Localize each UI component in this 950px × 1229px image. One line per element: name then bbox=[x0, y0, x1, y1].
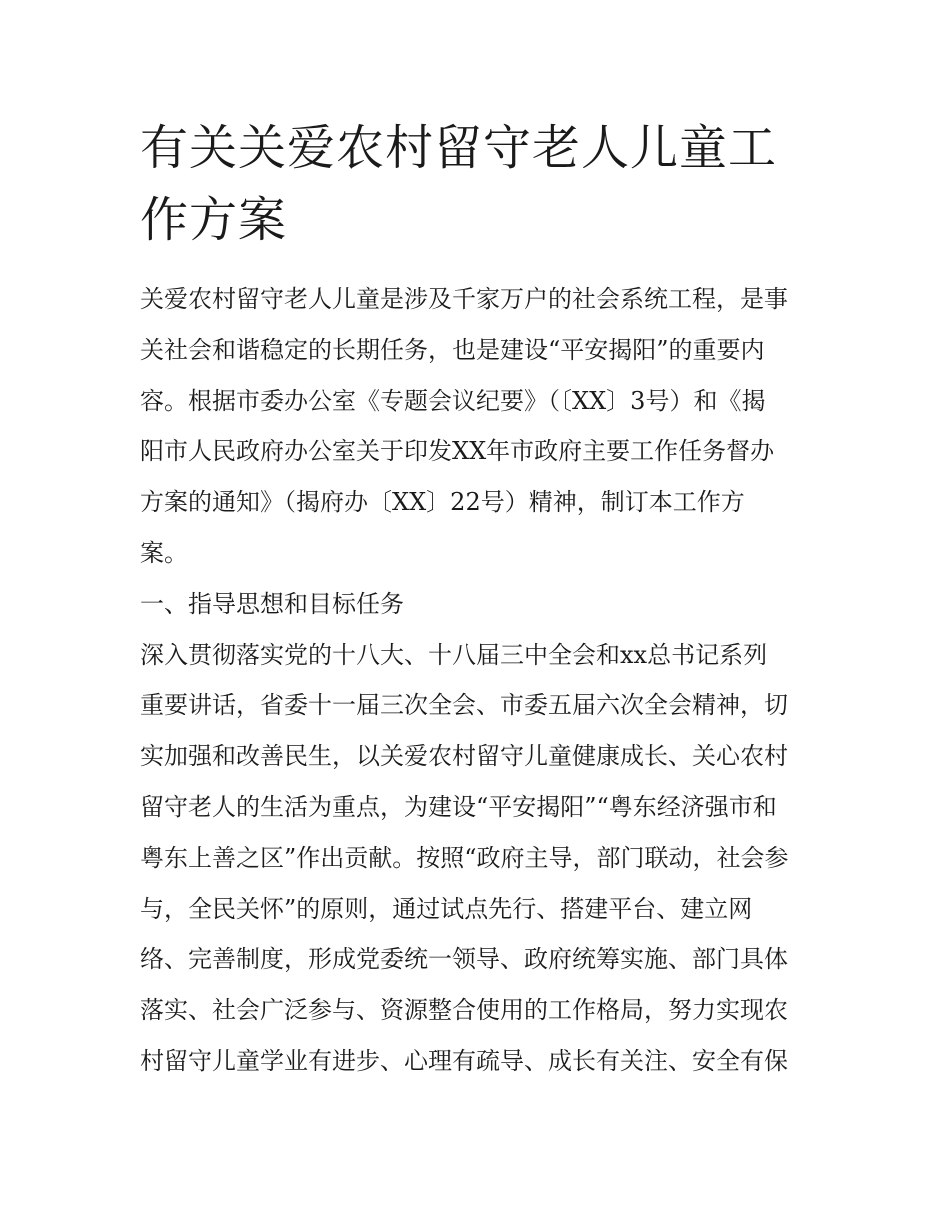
text-line: 深入贯彻落实党的十八大、十八届三中全会和xx总书记系列 bbox=[140, 640, 768, 669]
paragraph-guiding-ideology bbox=[140, 630, 820, 1087]
text-line: 关爱农村留守老人儿童是涉及千家万户的社会系统工程，是事 bbox=[140, 285, 788, 313]
title-line: 作方案 bbox=[140, 192, 288, 248]
title-line: 有关关爱农村留守老人儿童工 bbox=[140, 120, 778, 176]
text-line: 案。 bbox=[140, 538, 188, 567]
text-line: 留守老人的生活为重点，为建设“平安揭阳”“粤东经济强市和 bbox=[140, 792, 777, 821]
text-line: 容。根据市委办公室《专题会议纪要》（〔XX〕3号）和《揭 bbox=[140, 386, 766, 415]
document-body bbox=[140, 274, 820, 1087]
text-line: 落实、社会广泛参与、资源整合使用的工作格局，努力实现农 bbox=[140, 996, 788, 1025]
section-heading: 一、指导思想和目标任务 bbox=[140, 589, 404, 618]
paragraph-intro bbox=[140, 274, 820, 579]
document-title bbox=[140, 112, 820, 256]
text-line: 阳市人民政府办公室关于印发XX年市政府主要工作任务督办 bbox=[140, 437, 775, 466]
text-line: 重要讲话，省委十一届三次全会、市委五届六次全会精神，切 bbox=[140, 691, 788, 720]
text-line: 络、完善制度，形成党委统一领导、政府统筹实施、部门具体 bbox=[140, 945, 788, 974]
text-line: 关社会和谐稳定的长期任务，也是建设“平安揭阳”的重要内 bbox=[140, 335, 765, 364]
text-line: 与，全民关怀”的原则，通过试点先行、搭建平台、建立网 bbox=[140, 894, 753, 923]
text-line: 村留守儿童学业有进步、心理有疏导、成长有关注、安全有保 bbox=[140, 1046, 788, 1075]
text-line: 实加强和改善民生，以关爱农村留守儿童健康成长、关心农村 bbox=[140, 742, 788, 771]
text-line: 粤东上善之区”作出贡献。按照“政府主导，部门联动，社会参 bbox=[140, 843, 789, 872]
text-line: 方案的通知》（揭府办〔XX〕22号）精神，制订本工作方 bbox=[140, 488, 745, 517]
